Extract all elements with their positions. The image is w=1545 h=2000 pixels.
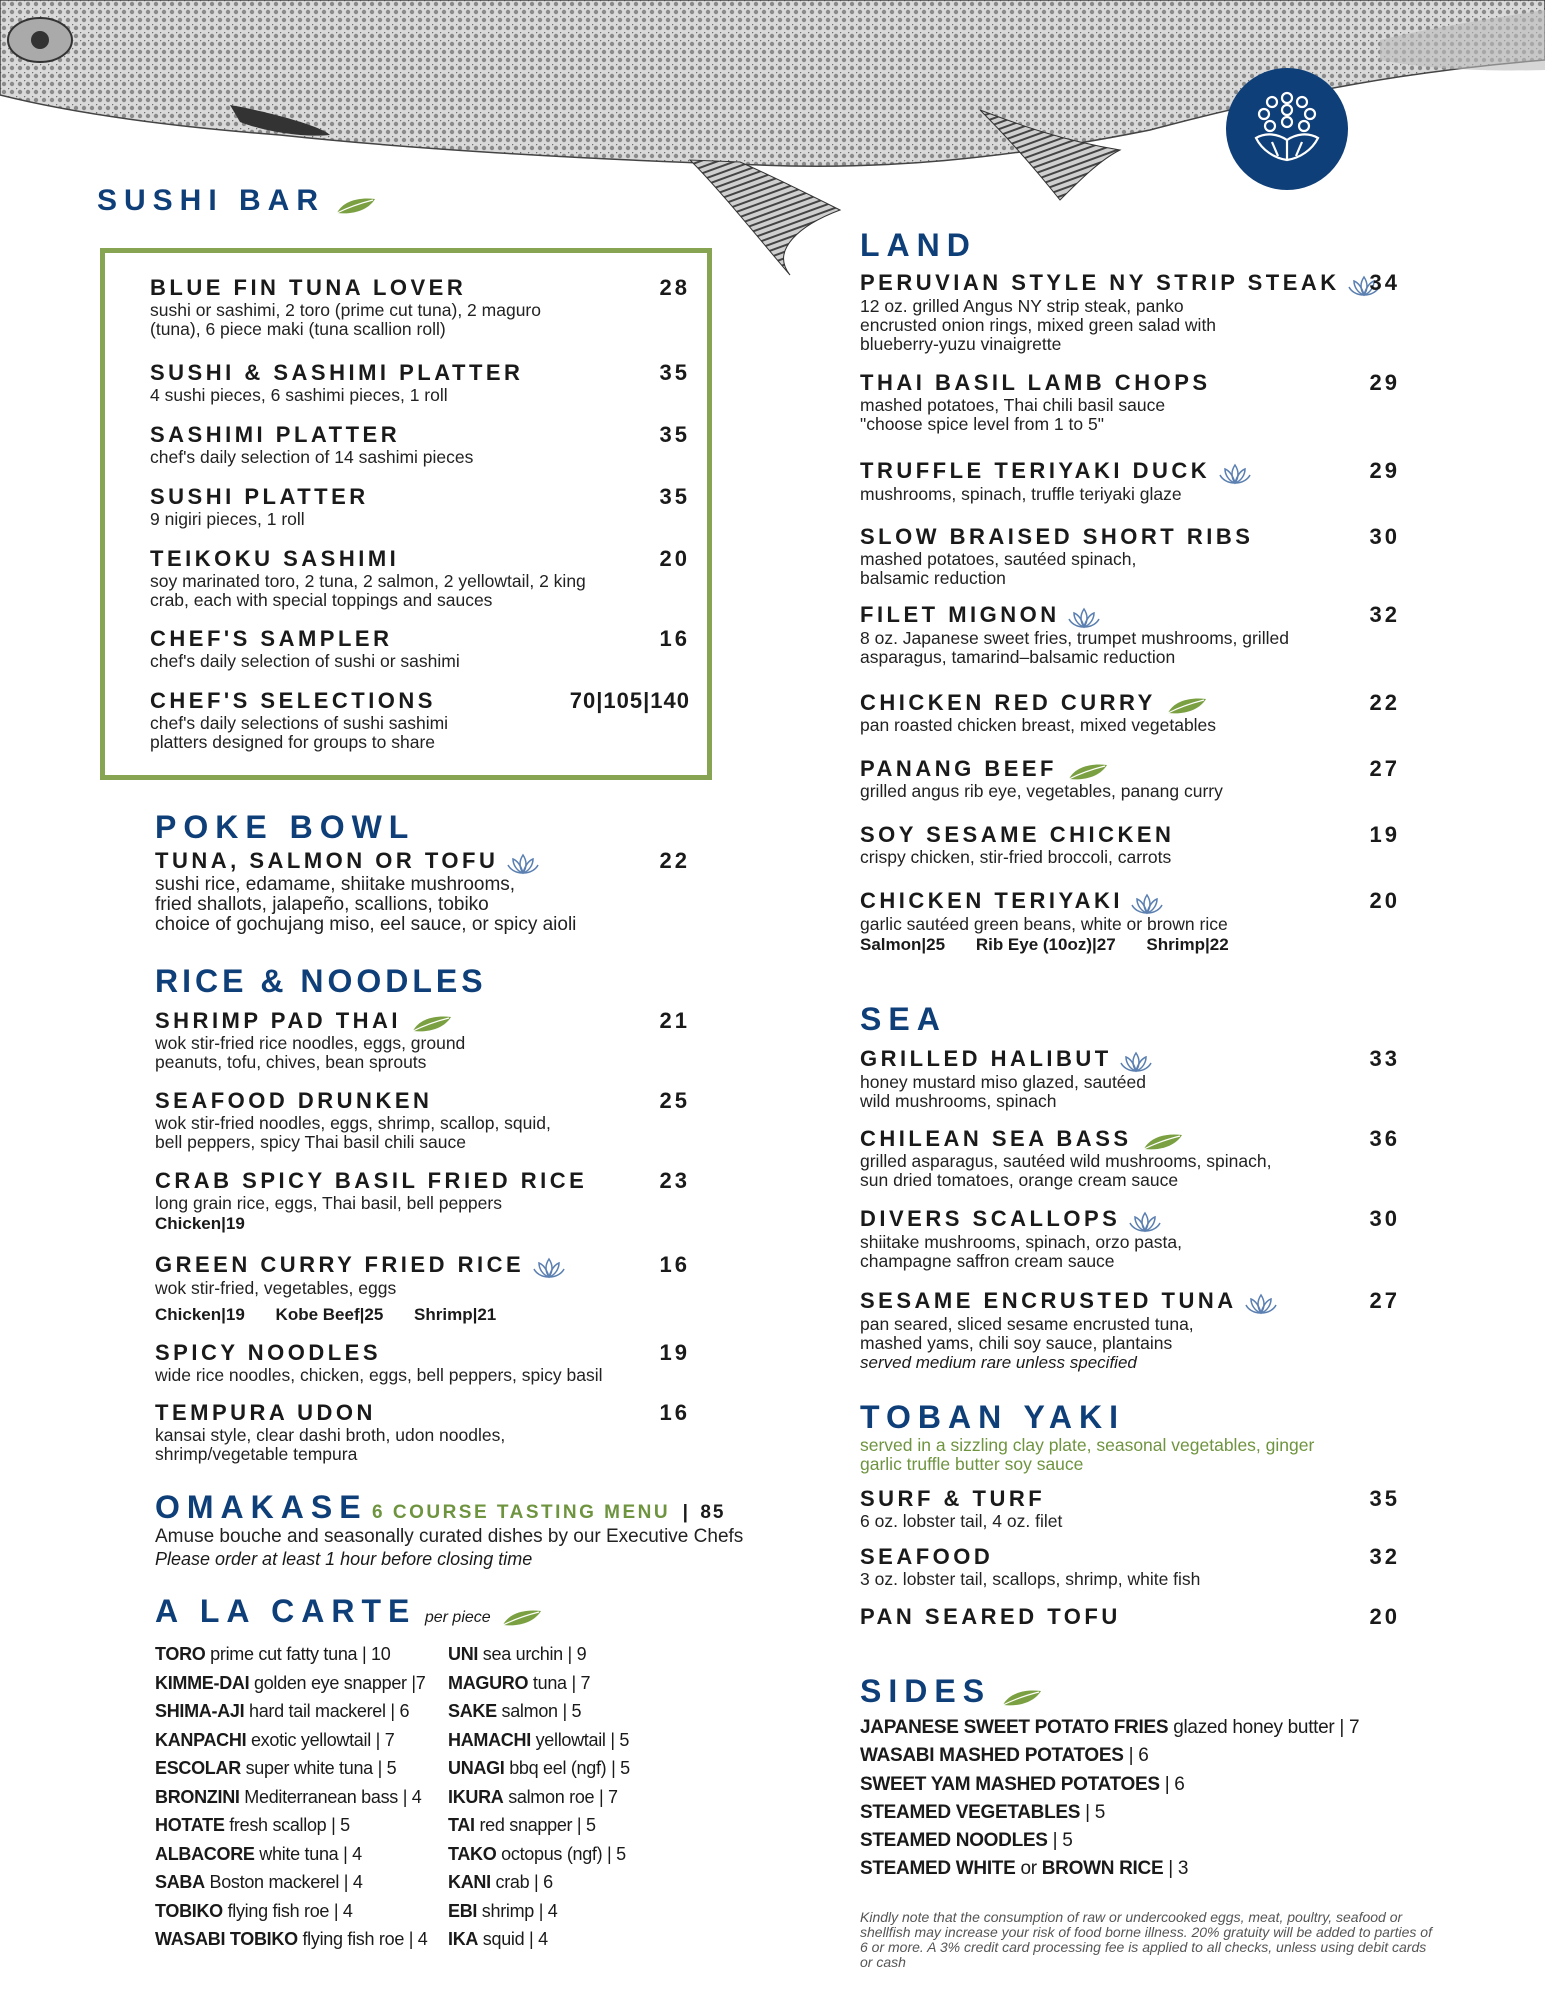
omakase-price: 85 bbox=[700, 1502, 726, 1523]
menu-item bbox=[150, 422, 690, 484]
per-piece-label: per piece bbox=[424, 1609, 491, 1626]
item-detail: | 6 bbox=[1123, 1745, 1149, 1767]
item-price: 35 bbox=[659, 484, 690, 509]
menu-item bbox=[860, 690, 1400, 756]
item-name: SLOW BRAISED SHORT RIBS bbox=[860, 524, 1254, 549]
list-item bbox=[448, 1697, 630, 1726]
item-name: HOTATE bbox=[155, 1815, 225, 1835]
menu-item bbox=[860, 1046, 1400, 1126]
item-detail: | 5 bbox=[1047, 1830, 1073, 1852]
list-item bbox=[155, 1726, 428, 1755]
land-heading: LAND bbox=[860, 227, 977, 263]
menu-item bbox=[150, 360, 690, 422]
item-desc: wok stir-fried noodles, eggs, shrimp, scallop, squid, bell peppers, spicy Thai basil chili sauce bbox=[155, 1113, 551, 1152]
sushi-bar-heading-wrap bbox=[97, 182, 377, 220]
item-desc: chef's daily selection of sushi or sashimi bbox=[150, 651, 460, 671]
toban-yaki-desc: served in a sizzling clay plate, seasonal vegetables, ginger garlic truffle butter soy sauce bbox=[860, 1435, 1315, 1474]
item-name: JAPANESE SWEET POTATO FRIES bbox=[860, 1717, 1169, 1738]
item-desc: pan roasted chicken breast, mixed vegetables bbox=[860, 715, 1217, 735]
sushi-bar-heading: SUSHI BAR bbox=[97, 184, 326, 217]
item-detail: or bbox=[1015, 1858, 1042, 1880]
menu-item bbox=[860, 458, 1400, 524]
item-detail: flying fish roe | 4 bbox=[297, 1929, 428, 1949]
item-price: 35 bbox=[659, 360, 690, 385]
list-item bbox=[860, 1771, 1359, 1799]
omakase-heading: OMAKASE bbox=[155, 1489, 368, 1525]
a-la-carte-col-2 bbox=[448, 1640, 630, 1954]
lotus-icon bbox=[533, 1257, 565, 1279]
item-desc: long grain rice, eggs, Thai basil, bell peppers bbox=[155, 1193, 502, 1213]
item-desc: mashed potatoes, Thai chili basil sauce "choose spice level from 1 to 5" bbox=[860, 395, 1166, 434]
list-item bbox=[860, 1714, 1359, 1742]
item-name: IKA bbox=[448, 1929, 479, 1949]
item-name: TAI bbox=[448, 1815, 475, 1835]
menu-item bbox=[860, 1544, 1400, 1604]
option: Salmon|25 bbox=[860, 934, 946, 954]
item-detail: white tuna | 4 bbox=[254, 1843, 362, 1864]
item-name: STEAMED WHITE bbox=[860, 1858, 1016, 1880]
list-item bbox=[155, 1783, 428, 1812]
item-name: GRILLED HALIBUT bbox=[860, 1046, 1112, 1071]
item-price: 22 bbox=[1369, 690, 1400, 715]
item-name: BRONZINI bbox=[155, 1786, 240, 1807]
item-detail: golden eye snapper |7 bbox=[249, 1672, 426, 1693]
list-item bbox=[155, 1868, 428, 1897]
menu-item bbox=[860, 524, 1400, 602]
item-detail: red snapper | 5 bbox=[474, 1815, 596, 1835]
lotus-icon bbox=[1129, 1211, 1161, 1233]
leaf-icon bbox=[501, 1609, 543, 1627]
item-name: SHRIMP PAD THAI bbox=[155, 1008, 402, 1033]
item-desc: 12 oz. grilled Angus NY strip steak, panko encrusted onion rings, mixed green salad with blueberry-yuzu vinaigrette bbox=[860, 295, 1217, 354]
item-price: 32 bbox=[1369, 602, 1400, 627]
item-detail: shrimp | 4 bbox=[477, 1900, 558, 1921]
omakase-separator: | bbox=[682, 1502, 688, 1523]
lotus-icon bbox=[1219, 463, 1251, 485]
item-price: 16 bbox=[659, 1252, 690, 1277]
item-detail: sea urchin | 9 bbox=[478, 1644, 587, 1664]
item-detail: Mediterranean bass | 4 bbox=[239, 1786, 422, 1807]
item-name: KANI bbox=[448, 1872, 491, 1892]
list-item bbox=[155, 1697, 428, 1726]
item-name: ESCOLAR bbox=[155, 1758, 241, 1778]
lotus-icon bbox=[507, 853, 539, 875]
a-la-carte-heading: A LA CARTE bbox=[155, 1593, 417, 1629]
omakase-section bbox=[155, 1488, 775, 1570]
menu-item bbox=[860, 1288, 1400, 1388]
item-options bbox=[155, 1213, 690, 1235]
item-name: BLUE FIN TUNA LOVER bbox=[150, 275, 467, 300]
leaf-icon bbox=[1001, 1689, 1043, 1707]
toban-yaki-heading: TOBAN YAKI bbox=[860, 1399, 1126, 1435]
lotus-icon bbox=[1245, 1293, 1277, 1315]
land-section bbox=[860, 226, 1400, 978]
list-item bbox=[860, 1827, 1359, 1855]
item-desc: wok stir-fried rice noodles, eggs, ground peanuts, tofu, chives, bean sprouts bbox=[155, 1033, 466, 1072]
item-detail: | 5 bbox=[1080, 1801, 1106, 1823]
menu-item bbox=[150, 688, 690, 750]
item-detail: squid | 4 bbox=[478, 1929, 548, 1949]
item-desc: 6 oz. lobster tail, 4 oz. filet bbox=[860, 1511, 1063, 1531]
list-item bbox=[448, 1925, 630, 1954]
item-name: CHEF'S SAMPLER bbox=[150, 626, 393, 651]
item-desc: 4 sushi pieces, 6 sashimi pieces, 1 roll bbox=[150, 385, 448, 405]
item-price: 33 bbox=[1369, 1046, 1400, 1071]
item-name: SABA bbox=[155, 1872, 205, 1892]
item-name: ALBACORE bbox=[155, 1843, 255, 1864]
item-detail: | 6 bbox=[1159, 1773, 1185, 1795]
item-name: KIMME-DAI bbox=[155, 1672, 250, 1693]
item-price: 35 bbox=[1369, 1486, 1400, 1511]
item-name: CHEF'S SELECTIONS bbox=[150, 688, 436, 713]
sushi-bar-list bbox=[150, 275, 690, 750]
item-detail: salmon roe | 7 bbox=[503, 1786, 618, 1807]
item-desc: shiitake mushrooms, spinach, orzo pasta, champagne saffron cream sauce bbox=[860, 1231, 1182, 1271]
item-desc: crispy chicken, stir-fried broccoli, carrots bbox=[860, 847, 1172, 867]
sides-heading: SIDES bbox=[860, 1673, 992, 1709]
item-name: SURF & TURF bbox=[860, 1486, 1046, 1511]
item-price: 30 bbox=[1369, 524, 1400, 549]
item-price: 30 bbox=[1369, 1206, 1400, 1231]
list-item bbox=[155, 1669, 428, 1698]
item-detail: salmon | 5 bbox=[496, 1701, 582, 1721]
item-name: CHILEAN SEA BASS bbox=[860, 1126, 1132, 1151]
item-price: 20 bbox=[659, 546, 690, 571]
item-name: EBI bbox=[448, 1900, 478, 1921]
list-item bbox=[155, 1811, 428, 1840]
menu-item bbox=[155, 1252, 690, 1340]
item-name: SUSHI PLATTER bbox=[150, 484, 369, 509]
menu-item bbox=[150, 546, 690, 626]
paulownia-crest-logo bbox=[1226, 68, 1348, 190]
menu-item bbox=[155, 1168, 690, 1252]
item-desc: wok stir-fried, vegetables, eggs bbox=[155, 1277, 397, 1298]
item-detail: octopus (ngf) | 5 bbox=[496, 1843, 626, 1864]
item-desc: 9 nigiri pieces, 1 roll bbox=[150, 509, 305, 529]
item-desc: pan seared, sliced sesame encrusted tuna, mashed yams, chili soy sauce, plantains bbox=[860, 1313, 1194, 1353]
item-desc: garlic sautéed green beans, white or brown rice bbox=[860, 913, 1228, 934]
item-detail: hard tail mackerel | 6 bbox=[244, 1701, 410, 1721]
item-name: HAMACHI bbox=[448, 1729, 531, 1750]
item-desc-line: fried shallots, jalapeño, scallions, tobiko bbox=[155, 893, 489, 915]
item-detail: fresh scallop | 5 bbox=[224, 1815, 350, 1835]
menu-item bbox=[860, 1206, 1400, 1288]
list-item bbox=[155, 1925, 428, 1954]
item-price: 36 bbox=[1369, 1126, 1400, 1151]
sides-heading-wrap bbox=[860, 1672, 1043, 1710]
list-item bbox=[860, 1855, 1359, 1883]
item-name: TORO bbox=[155, 1644, 206, 1664]
item-note: served medium rare unless specified bbox=[860, 1352, 1137, 1372]
list-item bbox=[448, 1640, 630, 1669]
item-name: SESAME ENCRUSTED TUNA bbox=[860, 1288, 1237, 1313]
item-name: MAGURO bbox=[448, 1672, 529, 1693]
item-name: TEIKOKU SASHIMI bbox=[150, 546, 400, 571]
omakase-subtitle: 6 COURSE TASTING MENU bbox=[372, 1502, 671, 1523]
option: Kobe Beef|25 bbox=[275, 1304, 384, 1324]
list-item bbox=[860, 1799, 1359, 1827]
item-desc: sushi or sashimi, 2 toro (prime cut tuna), 2 maguro (tuna), 6 piece maki (tuna scallion roll) bbox=[150, 300, 541, 339]
item-desc: kansai style, clear dashi broth, udon noodles, shrimp/vegetable tempura bbox=[155, 1425, 506, 1464]
item-options bbox=[860, 934, 1400, 956]
item-name: TOBIKO bbox=[155, 1900, 223, 1921]
list-item bbox=[155, 1897, 428, 1926]
menu-item bbox=[155, 1340, 690, 1400]
poke-bowl-section bbox=[155, 808, 690, 935]
item-name: CRAB SPICY BASIL FRIED RICE bbox=[155, 1168, 588, 1193]
menu-item bbox=[860, 1604, 1400, 1634]
item-detail: Boston mackerel | 4 bbox=[204, 1872, 363, 1892]
lotus-icon bbox=[1120, 1051, 1152, 1073]
item-name: GREEN CURRY FRIED RICE bbox=[155, 1252, 525, 1277]
menu-item bbox=[155, 848, 690, 935]
list-item bbox=[448, 1783, 630, 1812]
item-name: CHICKEN RED CURRY bbox=[860, 690, 1156, 715]
item-price: 70|105|140 bbox=[569, 688, 690, 713]
item-name: CHICKEN TERIYAKI bbox=[860, 888, 1123, 913]
item-name: TUNA, SALMON OR TOFU bbox=[155, 848, 499, 873]
item-desc: soy marinated toro, 2 tuna, 2 salmon, 2 yellowtail, 2 king crab, each with special toppings and sauces bbox=[150, 571, 586, 610]
item-name: SASHIMI PLATTER bbox=[150, 422, 401, 447]
item-name: PAN SEARED TOFU bbox=[860, 1604, 1121, 1629]
item-detail: flying fish roe | 4 bbox=[222, 1900, 353, 1921]
item-name: PANANG BEEF bbox=[860, 756, 1057, 781]
item-name: THAI BASIL LAMB CHOPS bbox=[860, 370, 1211, 395]
item-name: KANPACHI bbox=[155, 1729, 247, 1750]
item-price: 27 bbox=[1369, 756, 1400, 781]
toban-yaki-section bbox=[860, 1398, 1400, 1634]
item-price: 19 bbox=[1369, 822, 1400, 847]
a-la-carte-heading-wrap bbox=[155, 1592, 543, 1630]
item-detail: yellowtail | 5 bbox=[530, 1729, 630, 1750]
item-name: TEMPURA UDON bbox=[155, 1400, 376, 1425]
item-name: SPICY NOODLES bbox=[155, 1340, 382, 1365]
menu-item bbox=[860, 602, 1400, 690]
menu-item bbox=[860, 888, 1400, 978]
option: Rib Eye (10oz)|27 bbox=[975, 934, 1116, 954]
item-desc: wide rice noodles, chicken, eggs, bell peppers, spicy basil bbox=[155, 1365, 603, 1385]
item-price: 35 bbox=[659, 422, 690, 447]
item-detail: super white tuna | 5 bbox=[240, 1758, 397, 1778]
item-price: 28 bbox=[659, 275, 690, 300]
item-price: 19 bbox=[659, 1340, 690, 1365]
sides-list bbox=[860, 1714, 1359, 1884]
list-item bbox=[448, 1897, 630, 1926]
item-desc: honey mustard miso glazed, sautéed wild mushrooms, spinach bbox=[860, 1071, 1146, 1111]
item-price: 29 bbox=[1369, 458, 1400, 483]
item-price: 20 bbox=[1369, 888, 1400, 913]
option: Shrimp|21 bbox=[414, 1304, 497, 1324]
item-desc: mushrooms, spinach, truffle teriyaki glaze bbox=[860, 483, 1182, 504]
list-item bbox=[155, 1754, 428, 1783]
item-price: 32 bbox=[1369, 1544, 1400, 1569]
item-price: 22 bbox=[659, 848, 690, 873]
a-la-carte-col-1 bbox=[155, 1640, 428, 1954]
list-item bbox=[860, 1742, 1359, 1770]
item-desc: mashed potatoes, sautéed spinach, balsamic reduction bbox=[860, 549, 1137, 588]
item-price: 34 bbox=[1369, 270, 1400, 295]
item-price: 29 bbox=[1369, 370, 1400, 395]
item-detail: crab | 6 bbox=[490, 1872, 553, 1892]
item-name: SUSHI & SASHIMI PLATTER bbox=[150, 360, 524, 385]
item-detail: glazed honey butter | 7 bbox=[1168, 1717, 1360, 1738]
sea-heading: SEA bbox=[860, 1001, 947, 1037]
item-price: 16 bbox=[659, 1400, 690, 1425]
item-name: SOY SESAME CHICKEN bbox=[860, 822, 1175, 847]
sea-section bbox=[860, 1000, 1400, 1388]
item-name: SHIMA-AJI bbox=[155, 1701, 245, 1721]
item-name: STEAMED NOODLES bbox=[860, 1830, 1048, 1852]
leaf-icon bbox=[1067, 763, 1109, 781]
item-price: 20 bbox=[1369, 1604, 1400, 1629]
menu-item bbox=[150, 484, 690, 546]
item-price: 23 bbox=[659, 1168, 690, 1193]
item-detail: exotic yellowtail | 7 bbox=[246, 1729, 395, 1750]
item-name: WASABI TOBIKO bbox=[155, 1929, 298, 1949]
list-item bbox=[448, 1754, 630, 1783]
item-price: 27 bbox=[1369, 1288, 1400, 1313]
item-name: STEAMED VEGETABLES bbox=[860, 1801, 1081, 1823]
item-name: UNAGI bbox=[448, 1758, 505, 1778]
option: Shrimp|22 bbox=[1146, 934, 1229, 954]
item-name: WASABI MASHED POTATOES bbox=[860, 1745, 1124, 1767]
list-item bbox=[448, 1868, 630, 1897]
lotus-icon bbox=[1068, 607, 1100, 629]
item-desc: grilled angus rib eye, vegetables, panang curry bbox=[860, 781, 1223, 801]
omakase-desc: Amuse bouche and seasonally curated dishes by our Executive Chefs bbox=[155, 1526, 744, 1547]
item-name: TRUFFLE TERIYAKI DUCK bbox=[860, 458, 1211, 483]
list-item bbox=[448, 1669, 630, 1698]
menu-item bbox=[150, 626, 690, 688]
item-name: IKURA bbox=[448, 1786, 504, 1807]
item-name: TAKO bbox=[448, 1843, 497, 1864]
menu-item bbox=[860, 756, 1400, 822]
list-item bbox=[448, 1840, 630, 1869]
item-name: SEAFOOD DRUNKEN bbox=[155, 1088, 433, 1113]
item-name: SEAFOOD bbox=[860, 1544, 994, 1569]
leaf-icon bbox=[411, 1015, 453, 1033]
item-name: DIVERS SCALLOPS bbox=[860, 1206, 1121, 1231]
item-detail: prime cut fatty tuna | 10 bbox=[205, 1644, 391, 1664]
menu-item bbox=[860, 1486, 1400, 1544]
item-desc: chef's daily selection of 14 sashimi pieces bbox=[150, 447, 474, 467]
lotus-icon bbox=[1131, 893, 1163, 915]
item-detail: tuna | 7 bbox=[528, 1672, 591, 1693]
item-name: FILET MIGNON bbox=[860, 602, 1060, 627]
list-item bbox=[448, 1811, 630, 1840]
menu-item bbox=[860, 270, 1400, 370]
menu-item bbox=[860, 822, 1400, 888]
leaf-icon bbox=[1142, 1133, 1184, 1151]
menu-item bbox=[860, 1126, 1400, 1206]
menu-item bbox=[150, 275, 690, 360]
rice-noodles-heading: RICE & NOODLES bbox=[155, 963, 487, 999]
disclaimer: Kindly note that the consumption of raw or undercooked eggs, meat, poultry, seafood or shellfish may increase your risk of food borne illness. 20% gratuity will be added to parties of 6 or more. A 3% credit card processing fee is applied to all checks, unless using debit cards or cash bbox=[860, 1909, 1432, 1970]
item-price: 21 bbox=[659, 1008, 690, 1033]
item-name: UNI bbox=[448, 1644, 479, 1664]
item-detail: | 3 bbox=[1163, 1858, 1189, 1880]
menu-item bbox=[155, 1008, 690, 1088]
leaf-icon bbox=[335, 197, 377, 215]
item-name: PERUVIAN STYLE NY STRIP STEAK bbox=[860, 270, 1340, 295]
item-price: 16 bbox=[659, 626, 690, 651]
item-options bbox=[155, 1304, 690, 1326]
menu-item bbox=[860, 370, 1400, 458]
option: Chicken|19 bbox=[155, 1304, 245, 1324]
item-desc: 8 oz. Japanese sweet fries, trumpet mushrooms, grilled asparagus, tamarind–balsamic reduction bbox=[860, 627, 1289, 667]
item-desc-line: sushi rice, edamame, shiitake mushrooms, bbox=[155, 873, 516, 895]
option: Chicken|19 bbox=[155, 1214, 245, 1233]
poke-bowl-heading: POKE BOWL bbox=[155, 809, 416, 845]
list-item bbox=[448, 1726, 630, 1755]
item-desc: chef's daily selections of sushi sashimi platters designed for groups to share bbox=[150, 713, 449, 752]
menu-item bbox=[155, 1400, 690, 1480]
menu-item bbox=[155, 1088, 690, 1168]
list-item bbox=[155, 1640, 428, 1669]
rice-noodles-section bbox=[155, 962, 690, 1480]
item-desc: 3 oz. lobster tail, scallops, shrimp, white fish bbox=[860, 1569, 1201, 1589]
item-name: BROWN RICE bbox=[1041, 1858, 1164, 1880]
item-name: SAKE bbox=[448, 1701, 497, 1721]
item-detail: bbq eel (ngf) | 5 bbox=[504, 1758, 630, 1778]
list-item bbox=[155, 1840, 428, 1869]
item-desc: grilled asparagus, sautéed wild mushrooms, spinach, sun dried tomatoes, orange cream sauce bbox=[860, 1151, 1272, 1190]
item-price: 25 bbox=[659, 1088, 690, 1113]
leaf-icon bbox=[1166, 697, 1208, 715]
item-name: SWEET YAM MASHED POTATOES bbox=[860, 1773, 1160, 1795]
item-desc-line: choice of gochujang miso, eel sauce, or spicy aioli bbox=[155, 913, 577, 935]
omakase-note: Please order at least 1 hour before closing time bbox=[155, 1549, 533, 1569]
